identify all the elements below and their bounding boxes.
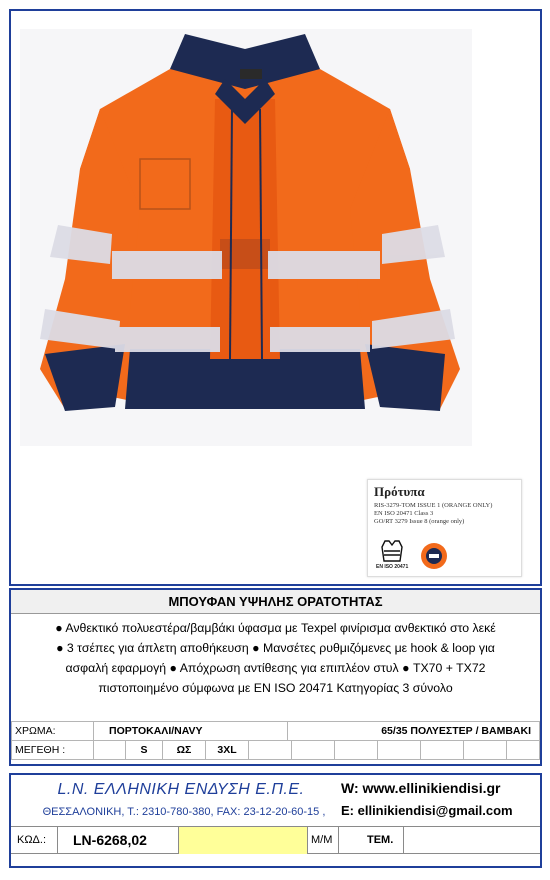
hi-vis-vest-icon	[379, 539, 405, 563]
description-line: ασφαλή εφαρμογή ● Απόχρωση αντίθεσης για επιπλέον στυλ ● TX70 + TX72	[65, 661, 486, 675]
standard-line: EN ISO 20471 Class 3	[374, 510, 434, 517]
rail-standard-icon	[420, 542, 448, 570]
product-code: LN-6268,02	[73, 832, 147, 848]
badge-caption: EN ISO 20471	[376, 564, 409, 570]
price-field[interactable]	[179, 827, 307, 854]
fabric-composition: 65/35 ΠΟΛΥΕΣΤΕΡ / ΒΑΜΒΑΚΙ	[288, 722, 540, 741]
pieces-field[interactable]	[404, 827, 540, 854]
size-to: 3XL	[206, 741, 249, 760]
jacket-photo	[20, 29, 472, 446]
standard-line: GO/RT 3279 Issue 8 (orange only)	[374, 518, 465, 525]
sizes-row	[11, 740, 540, 760]
order-code-row	[11, 826, 540, 854]
color-row	[11, 721, 540, 741]
code-label: ΚΩΔ.:	[17, 834, 47, 846]
standards-title: Πρότυπα	[374, 484, 425, 499]
sizes-label: ΜΕΓΕΘΗ :	[12, 741, 94, 760]
website-link[interactable]: W: www.ellinikiendisi.gr	[341, 780, 501, 796]
pieces-label: ΤΕΜ.	[367, 834, 394, 846]
product-title: ΜΠΟΥΦΑΝ ΥΨΗΛΗΣ ΟΡΑΤΟΤΗΤΑΣ	[11, 590, 540, 614]
email-link[interactable]: E: ellinikiendisi@gmail.com	[341, 803, 513, 818]
color-label: ΧΡΩΜΑ:	[12, 722, 94, 741]
standards-card	[367, 479, 522, 577]
footer-panel	[9, 773, 542, 868]
standard-line: RIS-3279-TOM ISSUE 1 (ORANGE ONLY)	[374, 502, 493, 509]
company-name: L.N. ΕΛΛΗΝΙΚΗ ΕΝΔΥΣΗ Ε.Π.Ε.	[57, 781, 305, 798]
en-iso-20471-badge	[376, 539, 408, 570]
company-address: ΘΕΣΣΑΛΟΝΙΚΗ, Τ.: 2310-780-380, FAX: 23-12-20-60-15 ,	[42, 806, 326, 818]
description-line: ● Ανθεκτικό πολυεστέρα/βαμβάκι ύφασμα με Texpel φινίρισμα ανθεκτικό στο λεκέ	[55, 621, 496, 635]
unit-label: Μ/Μ	[311, 834, 333, 846]
size-from: S	[126, 741, 163, 760]
description-line: πιστοποιημένο σύμφωνα με EN ISO 20471 Κατηγορίας 3 σύνολο	[98, 681, 453, 695]
product-description	[11, 618, 540, 698]
color-value: ΠΟΡΤΟΚΑΛΙ/NAVY	[94, 722, 288, 741]
product-info-panel	[9, 588, 542, 766]
size-to-word: ΩΣ	[163, 741, 206, 760]
description-line: ● 3 τσέπες για άπλετη αποθήκευση ● Μανσέτες ρυθμιζόμενες με hook & loop για	[56, 641, 495, 655]
